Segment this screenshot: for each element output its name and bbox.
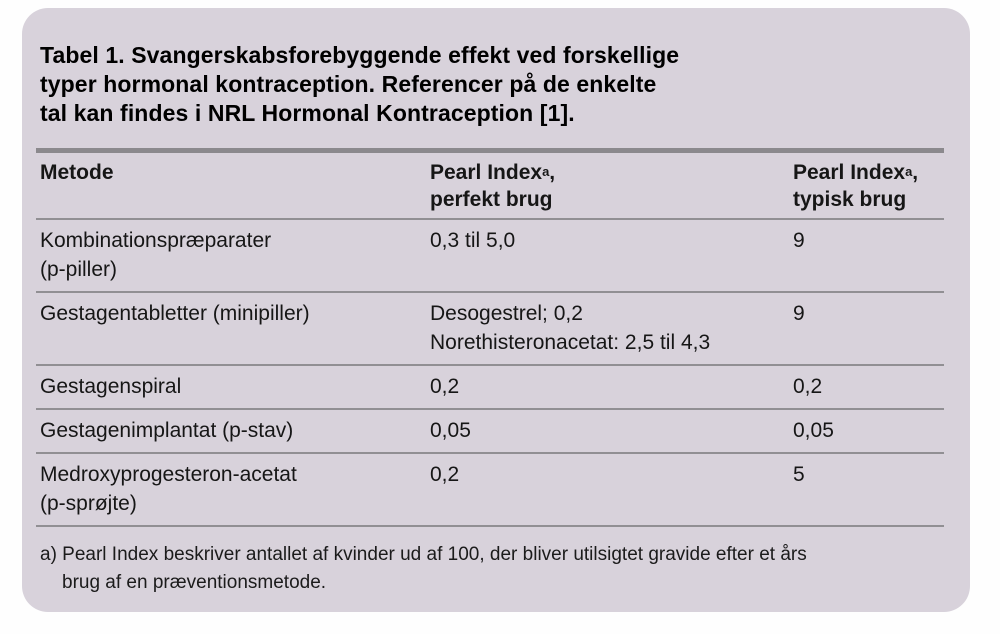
- footnote-line: a) Pearl Index beskriver antallet af kvinder ud af 100, der bliver utilsigtet gravide efter et års: [40, 544, 807, 565]
- cell-pearl-typisk: [793, 460, 944, 489]
- cell-line: 9: [793, 302, 805, 325]
- cell-line: 5: [793, 463, 805, 486]
- cell-pearl-perfekt: [430, 226, 793, 255]
- cell-line: Medroxyprogesteron-acetat: [40, 463, 297, 486]
- cell-line: 0,05: [430, 419, 471, 442]
- footnote-marker: a: [905, 164, 913, 179]
- table-row: [36, 293, 944, 366]
- cell-metode: [36, 299, 430, 328]
- cell-pearl-typisk: [793, 416, 944, 445]
- cell-metode: [36, 416, 430, 445]
- footnote-marker: a: [542, 164, 550, 179]
- column-header-pearl-perfekt: [430, 159, 793, 213]
- header-text: ,: [912, 161, 919, 184]
- cell-line: Gestagenspiral: [40, 375, 182, 398]
- column-header-line: Metode: [40, 161, 114, 184]
- table-title-line: typer hormonal kontraception. Referencer på de enkelte: [40, 71, 657, 97]
- table-row: [36, 410, 944, 454]
- cell-line: Norethisteronacetat: 2,5 til 4,3: [430, 331, 711, 354]
- table-title-line: Tabel 1. Svangerskabsforebyggende effekt ved forskellige: [40, 42, 680, 68]
- table-footnote: [40, 527, 944, 597]
- footnote-line: brug af en præventionsmetode.: [62, 572, 327, 593]
- table-header-row: [36, 153, 944, 220]
- cell-line: 0,2: [430, 463, 460, 486]
- cell-pearl-typisk: [793, 372, 944, 401]
- table-row: [36, 366, 944, 410]
- column-header-line: [430, 159, 793, 186]
- table-row: [36, 454, 944, 527]
- table-panel: [22, 8, 970, 612]
- cell-line: 0,2: [793, 375, 823, 398]
- cell-line: 0,2: [430, 375, 460, 398]
- column-header-line: typisk brug: [793, 188, 907, 211]
- cell-pearl-perfekt: [430, 460, 793, 489]
- header-text: ,: [549, 161, 556, 184]
- column-header-pearl-typisk: [793, 159, 944, 213]
- cell-metode: [36, 372, 430, 401]
- cell-pearl-perfekt: [430, 372, 793, 401]
- cell-line: Desogestrel; 0,2: [430, 302, 583, 325]
- cell-line: 9: [793, 229, 805, 252]
- cell-line: Kombinationspræparater: [40, 229, 272, 252]
- cell-metode: [36, 460, 430, 518]
- table-row: [36, 220, 944, 293]
- cell-pearl-perfekt: [430, 416, 793, 445]
- cell-line: 0,05: [793, 419, 834, 442]
- cell-metode: [36, 226, 430, 284]
- cell-line: Gestagentabletter (minipiller): [40, 302, 310, 325]
- cell-line: (p-piller): [40, 258, 118, 281]
- cell-line: Gestagenimplantat (p-stav): [40, 419, 294, 442]
- cell-line: 0,3 til 5,0: [430, 229, 516, 252]
- table-title: [40, 41, 944, 128]
- column-header-metode: [36, 159, 430, 186]
- column-header-line: perfekt brug: [430, 188, 553, 211]
- cell-pearl-perfekt: [430, 299, 793, 357]
- header-text: Pearl Index: [430, 161, 543, 184]
- column-header-line: [793, 159, 944, 186]
- header-text: Pearl Index: [793, 161, 906, 184]
- cell-pearl-typisk: [793, 299, 944, 328]
- cell-line: (p-sprøjte): [40, 492, 137, 515]
- cell-pearl-typisk: [793, 226, 944, 255]
- table-title-line: tal kan findes i NRL Hormonal Kontraception [1].: [40, 100, 575, 126]
